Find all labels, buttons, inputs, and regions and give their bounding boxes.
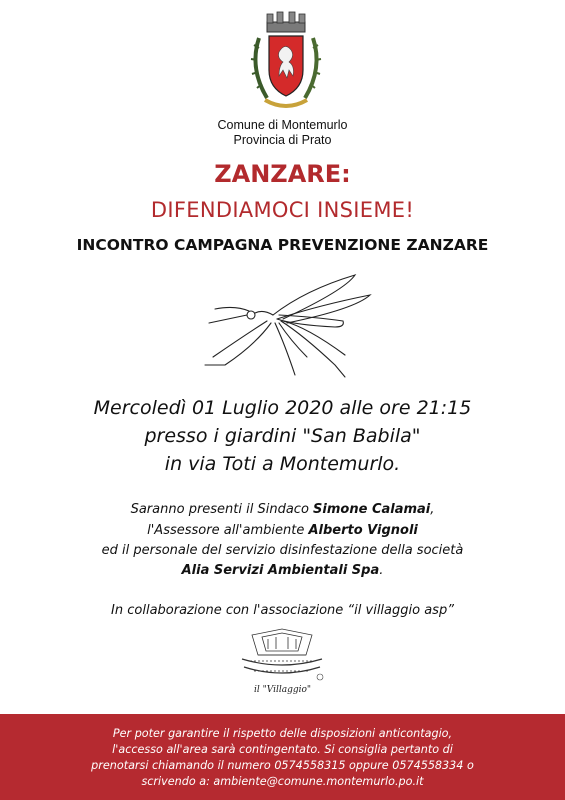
event-day: Mercoledì [93,397,192,419]
municipality-name: Comune di Montemurlo [217,118,348,132]
footer-line-4: scrivendo a: ambiente@comune.montemurlo.po.it [141,775,424,788]
event-date-time [0,397,565,419]
participants-line-3: ed il personale del servizio disinfestazione della società [101,543,464,558]
event-place-gardens: giardini [224,425,297,447]
association-logo-caption: il "Villaggio" [253,685,312,695]
province-name: Provincia di Prato [233,133,332,147]
mayor-name: Simone Calamai [313,502,431,517]
mosquito-icon [195,265,375,380]
participants-intro: Saranno presenti il Sindaco [130,502,314,517]
event-place [0,425,565,447]
event-place-prefix: presso i [144,425,225,447]
association-logo [232,625,332,687]
footer-line-3: prenotarsi chiamando il numero 0574558315 oppure 0574558334 o [91,759,474,772]
footer-line-1: Per poter garantire il rispetto delle disposizioni anticontagio, [112,727,453,740]
footer-line-2: l'accesso all'area sarà contingentato. Si consiglia pertanto di [112,743,453,756]
title-event: INCONTRO CAMPAGNA PREVENZIONE ZANZARE [76,236,489,254]
title-main: ZANZARE: [214,160,351,188]
event-date: 01 Luglio 2020 [191,397,334,419]
event-address: in via Toti a Montemurlo. [164,453,401,475]
event-time-prefix: alle ore [333,397,417,419]
period: . [379,563,384,578]
participants-line-1 [0,502,565,517]
company-name: Alia Servizi Ambientali Spa [181,563,380,578]
title-sub: DIFENDIAMOCI INSIEME! [150,198,415,222]
participants-line-4 [0,563,565,578]
comma: , [430,502,435,517]
event-place-name: "San Babila" [296,425,421,447]
assessor-name: Alberto Vignoli [308,523,418,538]
event-time: 21:15 [416,397,472,419]
collaboration-note: In collaborazione con l'associazione “il villaggio asp” [111,603,454,618]
footer-notice [0,714,565,800]
participants-line-2 [0,523,565,538]
municipal-crest-icon [245,8,327,114]
assessor-role: l'Assessore all'ambiente [147,523,309,538]
